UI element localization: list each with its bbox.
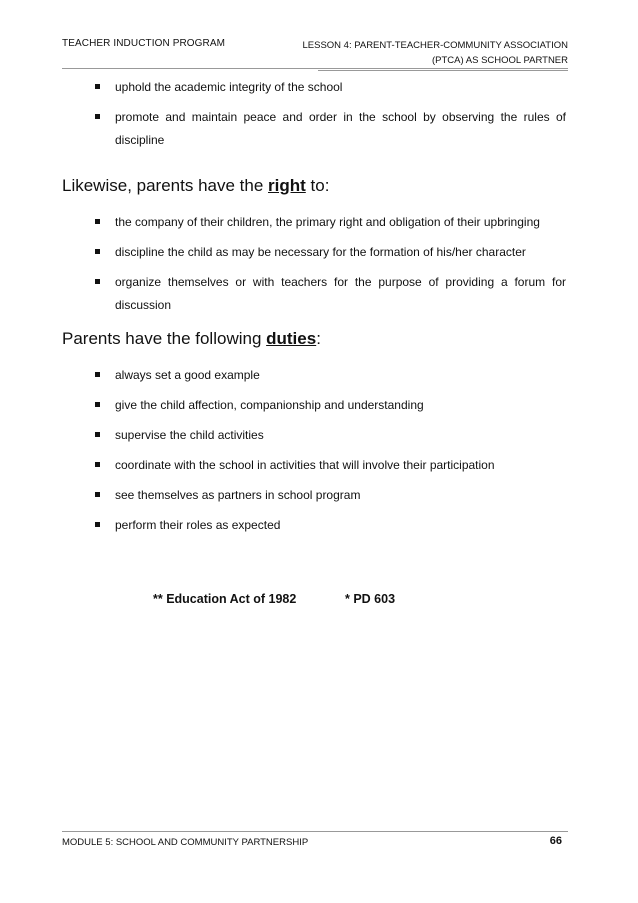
list-item-text: see themselves as partners in school program	[115, 488, 361, 502]
heading-keyword: right	[268, 176, 306, 195]
list-item	[62, 211, 566, 234]
square-bullet-icon	[95, 114, 100, 119]
list-item-text: discipline the child as may be necessary for the formation of his/her character	[115, 245, 526, 259]
heading-prefix: Parents have the following	[62, 329, 267, 348]
square-bullet-icon	[95, 84, 100, 89]
footer-module-title: MODULE 5: SCHOOL AND COMMUNITY PARTNERSHIP	[62, 837, 309, 848]
list-item-text: give the child affection, companionship and understanding	[115, 398, 424, 412]
square-bullet-icon	[95, 522, 100, 527]
list-item	[62, 241, 566, 264]
list-item	[62, 271, 566, 317]
list-item	[62, 424, 566, 447]
list-item-text: always set a good example	[115, 368, 260, 382]
list-item-text: uphold the academic integrity of the school	[115, 80, 343, 94]
reference-education-act: ** Education Act of 1982	[153, 592, 297, 606]
square-bullet-icon	[95, 492, 100, 497]
heading-prefix: Likewise, parents have the	[62, 176, 269, 195]
header-lesson-line1: LESSON 4: PARENT-TEACHER-COMMUNITY ASSOCIATION	[302, 40, 568, 51]
page-number: 66	[549, 835, 562, 847]
list-item	[62, 514, 566, 537]
header-program-title: TEACHER INDUCTION PROGRAM	[62, 38, 226, 49]
list-item	[62, 106, 566, 152]
list-item	[62, 76, 566, 99]
list-item	[62, 364, 566, 387]
section-heading-duties	[62, 328, 566, 350]
list-duties	[62, 364, 566, 537]
heading-suffix: :	[316, 329, 321, 348]
list-rights	[62, 211, 566, 317]
list-item-text: the company of their children, the primary right and obligation of their upbringing	[115, 215, 540, 229]
square-bullet-icon	[95, 432, 100, 437]
square-bullet-icon	[95, 279, 100, 284]
list-top	[62, 76, 566, 152]
list-item	[62, 484, 566, 507]
header-lesson-line2: (PTCA) AS SCHOOL PARTNER	[431, 55, 568, 66]
reference-pd-603: * PD 603	[345, 592, 396, 606]
square-bullet-icon	[95, 249, 100, 254]
list-item-text: perform their roles as expected	[115, 518, 281, 532]
references	[153, 592, 396, 606]
heading-suffix: to:	[305, 176, 330, 195]
list-item-text: promote and maintain peace and order in the school by observing the rules of discipline	[115, 110, 566, 147]
footer-rule	[62, 831, 568, 832]
square-bullet-icon	[95, 372, 100, 377]
header-lesson-title	[302, 38, 568, 68]
header-rule	[62, 68, 568, 69]
heading-keyword: duties	[266, 329, 317, 348]
list-item-text: organize themselves or with teachers for the purpose of providing a forum for discussion	[115, 275, 566, 312]
section-heading-rights	[62, 175, 566, 197]
list-item	[62, 454, 566, 477]
header-rule-secondary	[318, 70, 568, 71]
square-bullet-icon	[95, 219, 100, 224]
list-item-text: supervise the child activities	[115, 428, 264, 442]
square-bullet-icon	[95, 402, 100, 407]
page-content	[62, 76, 566, 544]
list-item-text: coordinate with the school in activities that will involve their participation	[115, 458, 495, 472]
square-bullet-icon	[95, 462, 100, 467]
list-item	[62, 394, 566, 417]
